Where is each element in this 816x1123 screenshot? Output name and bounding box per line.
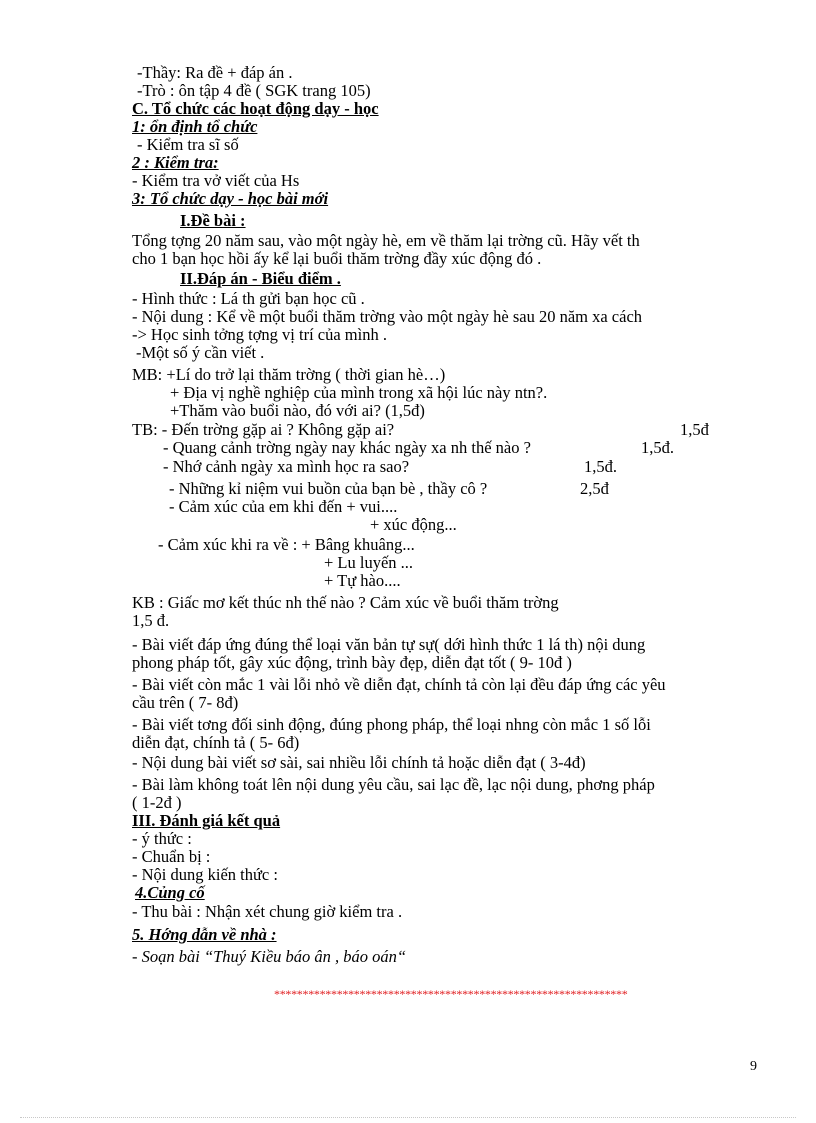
line-tb-3: - Nhớ cảnh ngày xa mình học ra sao? (163, 457, 410, 476)
line-bv-5a: - Bài làm không toát lên nội dung yêu cầu, sai lạc đề, lạc nội dung, phơng pháp (132, 775, 655, 794)
heading-3: 3: Tổ chức dạy - học bài mới (132, 189, 329, 208)
line-tb-7: - Cảm xúc khi ra về : + Bâng khuâng... (158, 535, 415, 554)
score-tb-3: 1,5đ. (584, 457, 617, 476)
heading-dap-an: II.Đáp án - Biểu điểm . (180, 269, 341, 288)
line-bv-2b: cầu trên ( 7- 8đ) (132, 693, 239, 712)
line-tro: -Trò : ôn tập 4 đề ( SGK trang 105) (137, 81, 371, 100)
line-de-1: Tổng tợng 20 năm sau, vào một ngày hè, em về thăm lại trờng cũ. Hãy vết th (132, 231, 640, 250)
line-soan-bai: - Soạn bài “Thuý Kiều báo ân , báo oán“ (132, 947, 407, 966)
line-mb-2: + Địa vị nghề nghiệp của mình trong xã hội lúc này ntn?. (170, 383, 548, 402)
line-tb-1: TB: - Đến trờng gặp ai ? Không gặp ai? (132, 420, 395, 439)
score-tb-2: 1,5đ. (641, 438, 674, 457)
line-bv-1a: - Bài viết đáp ứng đúng thể loại văn bản tự sự( dới hình thức 1 lá th) nội dung (132, 635, 646, 654)
line-tb-2: - Quang cảnh trờng ngày nay khác ngày xa nh thế nào ? (163, 438, 531, 457)
line-chuan-bi: - Chuẩn bị : (132, 847, 211, 866)
heading-5: 5. Hớng dẫn về nhà : (132, 925, 277, 944)
line-noi-dung-kien-thuc: - Nội dung kiến thức : (132, 865, 278, 884)
line-mb-3: +Thăm vào buổi nào, đó với ai? (1,5đ) (170, 401, 425, 420)
line-bv-3a: - Bài viết tơng đối sinh động, đúng phong pháp, thể loại nhng còn mắc 1 số lỗi (132, 715, 651, 734)
heading-1: 1: ổn định tổ chức (132, 117, 258, 136)
line-noi-dung: - Nội dung : Kể về một buổi thăm trờng vào một ngày hè sau 20 năm xa cách (132, 307, 643, 326)
line-tb-4: - Những kỉ niệm vui buồn của bạn bè , thầy cô ? (169, 479, 488, 498)
heading-2: 2 : Kiểm tra: (132, 153, 219, 172)
line-tb-9: + Tự hào.... (324, 571, 401, 590)
footer-rule (20, 1117, 796, 1118)
line-bv-5b: ( 1-2đ ) (132, 793, 182, 812)
line-kb-2: 1,5 đ. (132, 611, 170, 630)
line-mot-so-y: -Một số ý cần viết . (136, 343, 265, 362)
page-number: 9 (750, 1059, 757, 1074)
line-kiem-tra-vo: - Kiểm tra vở viết của Hs (132, 171, 300, 190)
line-mb-1: MB: +Lí do trở lại thăm trờng ( thời gian hè…) (132, 365, 446, 384)
line-bv-3b: diễn đạt, chính tả ( 5- 6đ) (132, 733, 300, 752)
line-bv-4: - Nội dung bài viết sơ sài, sai nhiều lỗi chính tả hoặc diễn đạt ( 3-4đ) (132, 753, 586, 772)
line-tb-5: - Cảm xúc của em khi đến + vui.... (169, 497, 398, 516)
line-hinh-thuc: - Hình thức : Lá th gửi bạn học cũ . (132, 289, 365, 308)
line-tb-8: + Lu luyến ... (324, 553, 414, 572)
heading-4: 4.Củng cố (135, 883, 205, 902)
line-bv-2a: - Bài viết còn mắc 1 vài lỗi nhỏ về diễn đạt, chính tả còn lại đều đáp ứng các yêu (132, 675, 666, 694)
line-bv-1b: phong pháp tốt, gây xúc động, trình bày đẹp, diễn đạt tốt ( 9- 10đ ) (132, 653, 572, 672)
line-thu-bai: - Thu bài : Nhận xét chung giờ kiểm tra . (132, 902, 403, 921)
score-tb-1: 1,5đ (680, 420, 709, 439)
line-hoc-sinh: -> Học sinh tởng tợng vị trí của mình . (132, 325, 387, 344)
heading-danh-gia: III. Đánh giá kết quả (132, 811, 281, 830)
separator-stars: ************************************************************** (274, 987, 628, 1001)
line-kiem-tra-si-so: - Kiểm tra sĩ số (137, 135, 239, 154)
line-thay: -Thầy: Ra đề + đáp án . (137, 63, 293, 82)
heading-c: C. Tổ chức các hoạt động dạy - học (132, 99, 379, 118)
line-de-2: cho 1 bạn học hồi ấy kể lại buổi thăm trờng đầy xúc động đó . (132, 249, 542, 268)
score-tb-4: 2,5đ (580, 479, 609, 498)
heading-de-bai: I.Đề bài : (180, 211, 246, 230)
line-kb-1: KB : Giấc mơ kết thúc nh thế nào ? Cảm xúc về buổi thăm trờng (132, 593, 559, 612)
line-y-thuc: - ý thức : (132, 829, 192, 848)
line-tb-6: + xúc động... (370, 515, 457, 534)
